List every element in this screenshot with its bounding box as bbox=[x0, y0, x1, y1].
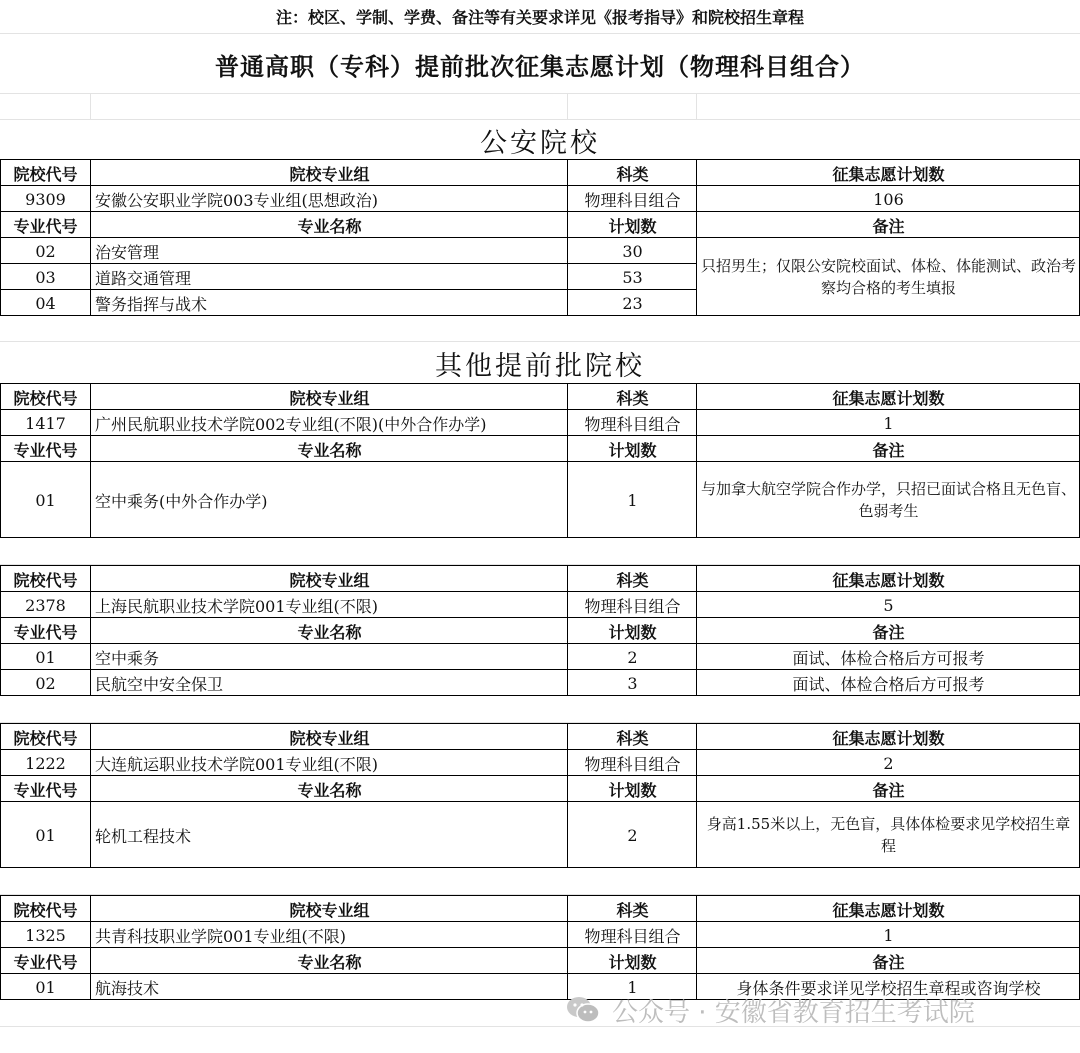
header-school-code: 院校代号 bbox=[13, 388, 78, 408]
grid-line bbox=[0, 341, 1080, 342]
header-plan-count: 计划数 bbox=[608, 622, 657, 642]
header-school-code: 院校代号 bbox=[13, 570, 78, 590]
major-remark: 面试、体检合格后方可报考 bbox=[792, 648, 985, 668]
header-school-code: 院校代号 bbox=[13, 728, 78, 748]
major-remark: 身高1.55米以上，无色盲，具体体检要求见学校招生章程 bbox=[706, 815, 1071, 855]
major-header-row bbox=[0, 212, 1080, 238]
major-count: 53 bbox=[622, 267, 643, 287]
header-remark: 备注 bbox=[872, 622, 905, 642]
header-major-code: 专业代号 bbox=[13, 440, 78, 460]
major-count: 23 bbox=[622, 293, 643, 313]
header-major-code: 专业代号 bbox=[13, 780, 78, 800]
major-name: 空中乘务(中外合作办学) bbox=[95, 491, 268, 511]
header-plan-total: 征集志愿计划数 bbox=[832, 728, 945, 748]
header-school-code: 院校代号 bbox=[13, 900, 78, 920]
header-subject: 科类 bbox=[616, 900, 649, 920]
header-row bbox=[0, 724, 1080, 750]
header-major-name: 专业名称 bbox=[297, 622, 362, 642]
watermark-text: 公众号 · 安徽省教育招生考试院 bbox=[612, 997, 975, 1028]
major-code: 01 bbox=[35, 647, 56, 667]
table-row bbox=[0, 802, 1080, 868]
school-code: 9309 bbox=[25, 189, 66, 209]
major-code: 03 bbox=[35, 267, 56, 287]
school-total: 1 bbox=[883, 413, 894, 433]
school-subject: 物理科目组合 bbox=[584, 190, 681, 210]
header-major-code: 专业代号 bbox=[13, 622, 78, 642]
header-major-name: 专业名称 bbox=[297, 780, 362, 800]
major-header-row bbox=[0, 618, 1080, 644]
header-plan-count: 计划数 bbox=[608, 216, 657, 236]
school-row bbox=[0, 186, 1080, 212]
major-name: 空中乘务 bbox=[95, 648, 160, 668]
major-count: 2 bbox=[627, 825, 638, 845]
header-subject: 科类 bbox=[616, 728, 649, 748]
school-subject: 物理科目组合 bbox=[584, 596, 681, 616]
major-header-row bbox=[0, 948, 1080, 974]
major-code: 01 bbox=[35, 825, 56, 845]
school-row bbox=[0, 410, 1080, 436]
header-major-group: 院校专业组 bbox=[289, 570, 370, 590]
header-row bbox=[0, 896, 1080, 922]
major-name: 警务指挥与战术 bbox=[95, 294, 208, 314]
header-remark: 备注 bbox=[872, 440, 905, 460]
header-plan-total: 征集志愿计划数 bbox=[832, 900, 945, 920]
school-group: 安徽公安职业学院003专业组(思想政治) bbox=[95, 190, 379, 210]
major-count: 2 bbox=[627, 647, 638, 667]
section-title-police: 公安院校 bbox=[480, 127, 600, 159]
header-major-group: 院校专业组 bbox=[289, 900, 370, 920]
school-row bbox=[0, 592, 1080, 618]
major-header-row bbox=[0, 436, 1080, 462]
header-subject: 科类 bbox=[616, 388, 649, 408]
school-group: 广州民航职业技术学院002专业组(不限)(中外合作办学) bbox=[95, 414, 487, 434]
table-row bbox=[0, 644, 1080, 670]
school-total: 1 bbox=[883, 925, 894, 945]
grid-line bbox=[567, 93, 568, 119]
major-code: 04 bbox=[35, 293, 56, 313]
notice: 注：校区、学制、学费、备注等有关要求详见《报考指导》和院校招生章程 bbox=[275, 8, 804, 27]
major-name: 道路交通管理 bbox=[95, 268, 192, 288]
header-major-group: 院校专业组 bbox=[289, 388, 370, 408]
header-plan-count: 计划数 bbox=[608, 440, 657, 460]
major-count: 30 bbox=[622, 241, 643, 261]
wechat-icon bbox=[566, 996, 600, 1024]
major-count: 1 bbox=[627, 490, 638, 510]
major-remark: 面试、体检合格后方可报考 bbox=[792, 674, 985, 694]
school-code: 2378 bbox=[25, 595, 66, 615]
header-major-group: 院校专业组 bbox=[289, 728, 370, 748]
shared-remark-row bbox=[0, 238, 1080, 316]
header-plan-total: 征集志愿计划数 bbox=[832, 388, 945, 408]
header-major-name: 专业名称 bbox=[297, 440, 362, 460]
school-code: 1325 bbox=[25, 925, 66, 945]
header-subject: 科类 bbox=[616, 164, 649, 184]
major-header-row bbox=[0, 776, 1080, 802]
school-row bbox=[0, 750, 1080, 776]
grid-line bbox=[0, 93, 1080, 94]
header-remark: 备注 bbox=[872, 216, 905, 236]
grid-line bbox=[90, 93, 91, 119]
grid-line bbox=[696, 93, 697, 119]
watermark bbox=[566, 988, 975, 1032]
header-remark: 备注 bbox=[872, 952, 905, 972]
school-subject: 物理科目组合 bbox=[584, 754, 681, 774]
school-group: 共青科技职业学院001专业组(不限) bbox=[95, 926, 347, 946]
school-code: 1222 bbox=[25, 753, 66, 773]
header-plan-count: 计划数 bbox=[608, 952, 657, 972]
major-code: 01 bbox=[35, 490, 56, 510]
major-name: 治安管理 bbox=[95, 242, 160, 262]
major-remark: 与加拿大航空学院合作办学，只招已面试合格且无色盲、色弱考生 bbox=[701, 480, 1077, 520]
header-plan-total: 征集志愿计划数 bbox=[832, 164, 945, 184]
major-count: 1 bbox=[627, 977, 638, 997]
major-code: 02 bbox=[35, 673, 56, 693]
header-plan-count: 计划数 bbox=[608, 780, 657, 800]
table-row bbox=[0, 670, 1080, 696]
page-title: 普通高职（专科）提前批次征集志愿计划（物理科目组合） bbox=[215, 51, 865, 81]
major-name: 航海技术 bbox=[95, 978, 160, 998]
header-row bbox=[0, 384, 1080, 410]
school-group: 大连航运职业技术学院001专业组(不限) bbox=[95, 754, 379, 774]
section-title-other: 其他提前批院校 bbox=[435, 350, 645, 382]
school-total: 5 bbox=[883, 595, 894, 615]
major-code: 02 bbox=[35, 241, 56, 261]
major-remark: 身体条件要求详见学校招生章程或咨询学校 bbox=[736, 978, 1041, 998]
header-major-code: 专业代号 bbox=[13, 216, 78, 236]
school-total: 106 bbox=[873, 189, 904, 209]
grid-line bbox=[0, 33, 1080, 34]
major-count: 3 bbox=[627, 673, 638, 693]
major-name: 轮机工程技术 bbox=[95, 826, 192, 846]
school-group: 上海民航职业技术学院001专业组(不限) bbox=[95, 596, 379, 616]
school-row bbox=[0, 922, 1080, 948]
header-major-name: 专业名称 bbox=[297, 952, 362, 972]
shared-remark: 只招男生；仅限公安院校面试、体检、体能测试、政治考察均合格的考生填报 bbox=[701, 257, 1077, 297]
header-major-code: 专业代号 bbox=[13, 952, 78, 972]
header-plan-total: 征集志愿计划数 bbox=[832, 570, 945, 590]
header-major-group: 院校专业组 bbox=[289, 164, 370, 184]
header-major-name: 专业名称 bbox=[297, 216, 362, 236]
major-code: 01 bbox=[35, 977, 56, 997]
school-total: 2 bbox=[883, 753, 894, 773]
header-subject: 科类 bbox=[616, 570, 649, 590]
table-row bbox=[0, 462, 1080, 538]
major-name: 民航空中安全保卫 bbox=[95, 674, 224, 694]
school-code: 1417 bbox=[25, 413, 66, 433]
header-row bbox=[0, 566, 1080, 592]
school-subject: 物理科目组合 bbox=[584, 414, 681, 434]
header-school-code: 院校代号 bbox=[13, 164, 78, 184]
school-subject: 物理科目组合 bbox=[584, 926, 681, 946]
header-remark: 备注 bbox=[872, 780, 905, 800]
header-row bbox=[0, 160, 1080, 186]
